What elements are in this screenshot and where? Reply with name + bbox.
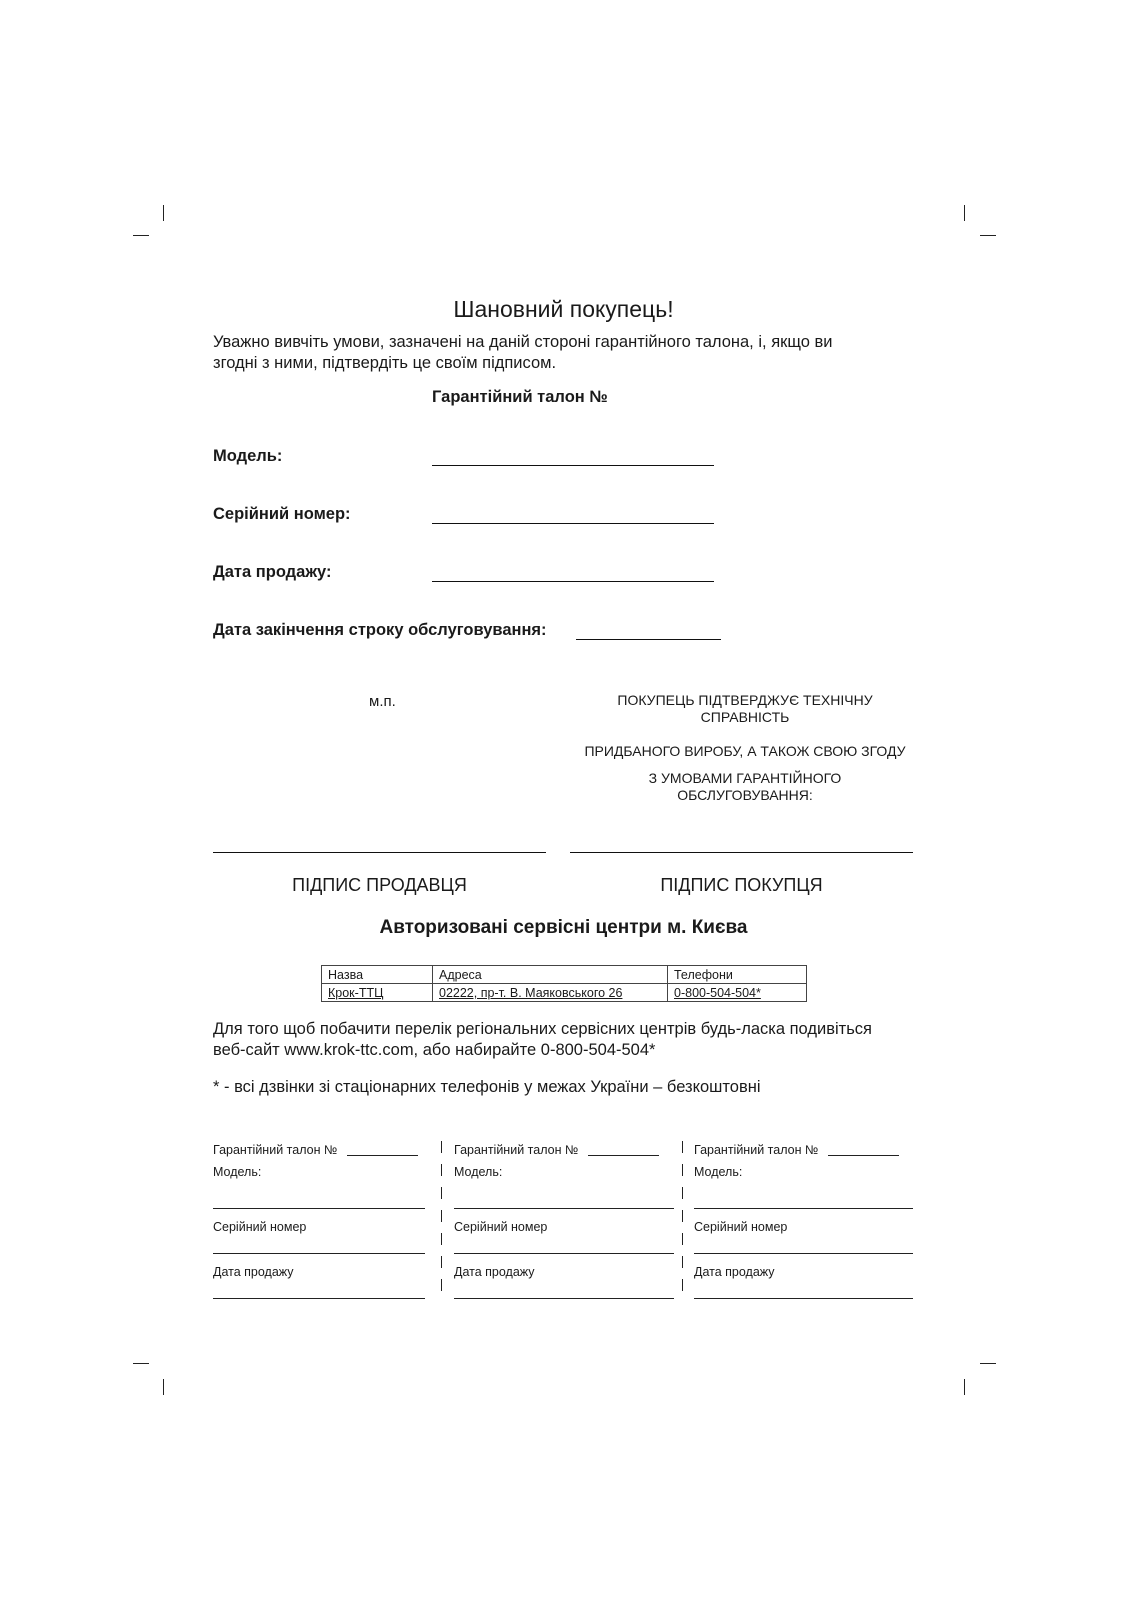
table-row xyxy=(322,984,807,1002)
coupon-ticket-label: Гарантійний талон № xyxy=(694,1143,819,1157)
column-header: Адреса xyxy=(433,966,668,984)
coupon-ticket-field[interactable] xyxy=(347,1155,418,1156)
cut-dash xyxy=(682,1210,683,1222)
coupon-sale-date-label: Дата продажу xyxy=(694,1265,775,1279)
coupon-ticket-label: Гарантійний талон № xyxy=(454,1143,579,1157)
confirm-line: СПРАВНІСТЬ xyxy=(700,709,790,725)
sale-date-label: Дата продажу: xyxy=(213,563,332,581)
service-end-label: Дата закінчення строку обслуговування: xyxy=(213,621,547,639)
page-title: Шановний покупець! xyxy=(453,296,674,322)
coupon-serial-field[interactable] xyxy=(694,1253,913,1254)
coupon-serial-field[interactable] xyxy=(213,1253,425,1254)
crop-mark xyxy=(133,235,149,236)
seller-signature-label: ПІДПИС ПРОДАВЦЯ xyxy=(292,875,467,895)
coupon-model-label: Модель: xyxy=(213,1165,262,1179)
service-end-field[interactable] xyxy=(576,639,721,640)
buyer-signature-field[interactable] xyxy=(570,852,913,853)
cut-dash xyxy=(682,1141,683,1153)
coupon-serial-label: Серійний номер xyxy=(213,1220,307,1234)
cut-dash xyxy=(682,1164,683,1176)
free-calls-note: * - всі дзвінки зі стаціонарних телефонів у межах України – безкоштовні xyxy=(213,1078,761,1096)
cut-dash xyxy=(441,1187,442,1199)
center-phone: 0-800-504-504* xyxy=(668,984,807,1002)
intro-line: згодні з ними, підтвердіть це своїм підписом. xyxy=(213,354,557,372)
coupon-sale-date-field[interactable] xyxy=(694,1298,913,1299)
confirm-line: ОБСЛУГОВУВАННЯ: xyxy=(677,787,813,803)
coupon-sale-date-field[interactable] xyxy=(213,1298,425,1299)
serial-field[interactable] xyxy=(432,523,714,524)
coupon-model-field[interactable] xyxy=(694,1208,913,1209)
coupon-3 xyxy=(694,1141,916,1279)
coupon-ticket-label: Гарантійний талон № xyxy=(213,1143,338,1157)
cut-dash xyxy=(441,1233,442,1245)
coupon-model-label: Модель: xyxy=(454,1165,503,1179)
coupon-1 xyxy=(213,1141,435,1279)
confirm-line: ПРИДБАНОГО ВИРОБУ, А ТАКОЖ СВОЮ ЗГОДУ xyxy=(584,743,906,759)
note-line: Для того щоб побачити перелік регіональних сервісних центрів будь-ласка подивіться xyxy=(213,1020,872,1038)
cut-dash xyxy=(682,1187,683,1199)
coupon-serial-field[interactable] xyxy=(454,1253,674,1254)
crop-mark xyxy=(163,205,164,221)
coupon-ticket-field[interactable] xyxy=(588,1155,659,1156)
coupon-serial-label: Серійний номер xyxy=(454,1220,548,1234)
coupon-model-field[interactable] xyxy=(454,1208,674,1209)
coupon-ticket-field[interactable] xyxy=(828,1155,899,1156)
column-header: Назва xyxy=(322,966,433,984)
coupon-sale-date-field[interactable] xyxy=(454,1298,674,1299)
confirm-line: ПОКУПЕЦЬ ПІДТВЕРДЖУЄ ТЕХНІЧНУ xyxy=(617,692,873,708)
service-centers-title: Авторизовані сервісні центри м. Києва xyxy=(379,917,748,938)
coupon-model-field[interactable] xyxy=(213,1208,425,1209)
buyer-signature-label: ПІДПИС ПОКУПЦЯ xyxy=(660,875,823,895)
ticket-number-heading: Гарантійний талон № xyxy=(432,388,608,406)
serial-label: Серійний номер: xyxy=(213,505,351,523)
regional-centers-note xyxy=(213,1019,933,1061)
crop-mark xyxy=(163,1379,164,1395)
table-header-row xyxy=(322,966,807,984)
crop-mark xyxy=(980,1363,996,1364)
model-label: Модель: xyxy=(213,447,283,465)
cut-dash xyxy=(441,1164,442,1176)
model-field[interactable] xyxy=(432,465,714,466)
sale-date-field[interactable] xyxy=(432,581,714,582)
column-header: Телефони xyxy=(668,966,807,984)
coupon-sale-date-label: Дата продажу xyxy=(213,1265,294,1279)
stamp-place-label: м.п. xyxy=(369,693,396,710)
seller-signature-field[interactable] xyxy=(213,852,546,853)
crop-mark xyxy=(980,235,996,236)
cut-dash xyxy=(441,1256,442,1268)
intro-text xyxy=(213,332,933,374)
coupon-sale-date-label: Дата продажу xyxy=(454,1265,535,1279)
cut-dash xyxy=(682,1279,683,1291)
intro-line: Уважно вивчіть умови, зазначені на даній стороні гарантійного талона, і, якщо ви xyxy=(213,333,833,351)
cut-dash xyxy=(441,1141,442,1153)
center-name: Крок-ТТЦ xyxy=(322,984,433,1002)
note-line: веб-сайт www.krok-ttc.com, або набирайте 0-800-504-504* xyxy=(213,1041,656,1059)
coupon-model-label: Модель: xyxy=(694,1165,743,1179)
cut-dash xyxy=(441,1210,442,1222)
crop-mark xyxy=(133,1363,149,1364)
service-centers-table xyxy=(321,965,807,1002)
cut-dash xyxy=(682,1233,683,1245)
cut-dash xyxy=(441,1279,442,1291)
crop-mark xyxy=(964,1379,965,1395)
coupon-2 xyxy=(454,1141,676,1279)
coupon-serial-label: Серійний номер xyxy=(694,1220,788,1234)
cut-dash xyxy=(682,1256,683,1268)
buyer-confirmation xyxy=(580,692,910,804)
crop-mark xyxy=(964,205,965,221)
center-address: 02222, пр-т. В. Маяковського 26 xyxy=(433,984,668,1002)
confirm-line: З УМОВАМИ ГАРАНТІЙНОГО xyxy=(648,770,842,786)
